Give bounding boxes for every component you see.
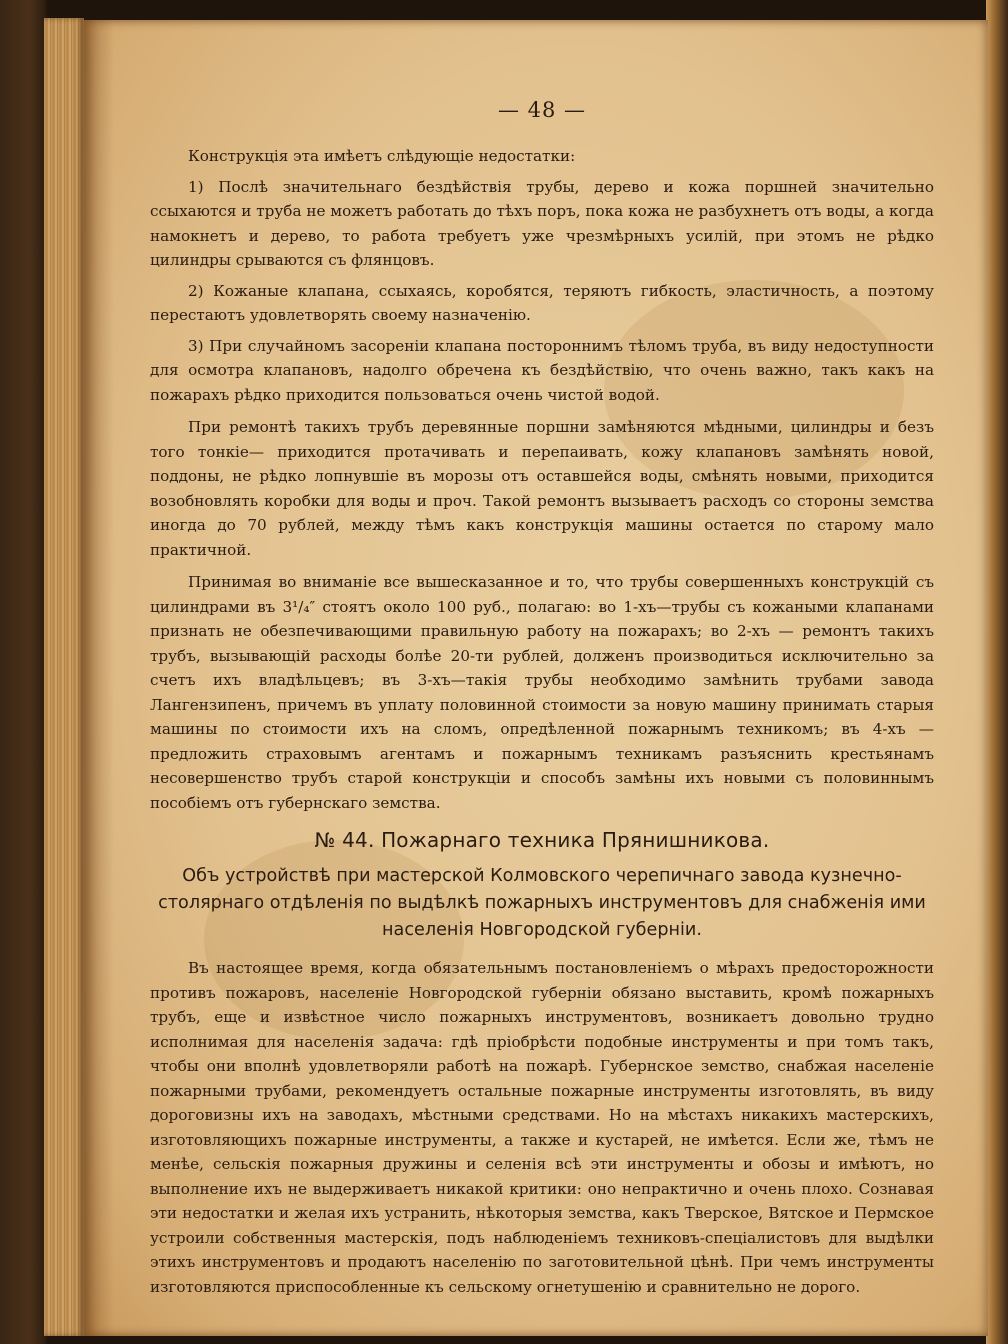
paragraph: 1) Послѣ значительнаго бездѣйствія трубы, дерево и кожа поршней значительно ссыхаются и труба не можетъ работать до тѣхъ поръ, пока кожа не разбухнетъ отъ воды, а когда намокнетъ и дерево, то работа требуетъ уже чрезмѣрныхъ усилій, при этомъ не рѣдко цилиндры срываются съ флянцовъ. xyxy=(150,177,934,269)
paragraph: 3) При случайномъ засореніи клапана постороннимъ тѣломъ труба, въ виду недоступности для осмотра клапановъ, надолго обречена къ бездѣйствію, что очень важно, такъ какъ на пожарахъ рѣдко приходится пользоваться очень чистой водой. xyxy=(150,336,934,404)
book-right-edge xyxy=(986,0,1008,1344)
paragraph: Конструкція эта имѣетъ слѣдующіе недостатки: xyxy=(188,147,576,165)
page-number: — 48 — xyxy=(497,98,587,122)
section-subheading: Объ устройствѣ при мастерской Колмовского черепичнаго завода кузнечно-столярнаго отдѣленія по выдѣлкѣ пожарныхъ инструментовъ для снабженія ими населенія Новгородской губерніи. xyxy=(158,866,926,940)
paragraph: Въ настоящее время, когда обязательнымъ постановленіемъ о мѣрахъ предосторожности противъ пожаровъ, населеніе Новгородской губерніи обязано выставить, кромѣ пожарныхъ трубъ, еще и извѣстное число пожарныхъ инструментовъ, возникаетъ довольно трудно исполнимая для населенія задача: гдѣ пріобрѣсти подобные инструменты и при томъ такъ, чтобы они вполнѣ удовлетворяли работѣ на пожарѣ. Губернское земство, снабжая населеніе пожарными трубами, рекомендуетъ остальные пожарные инструменты изготовлять, въ виду дороговизны ихъ на заводахъ, мѣстными средствами. Но на мѣстахъ никакихъ мастерскихъ, изготовляющихъ пожарные инструменты, а также и кустарей, не имѣется. Если же, тѣмъ не менѣе, сельскія пожарныя дружины и селенія всѣ эти инструменты и обозы и имѣютъ, но выполнение ихъ не выдерживаетъ никакой критики: оно непрактично и очень плохо. Сознавая эти недостатки и желая ихъ устранить, нѣкоторыя земства, какъ Тверское, Вятское и Пермское устроили собственныя мастерскія, подъ наблюденіемъ техниковъ-спеціалистовъ для выдѣлки этихъ инструментовъ и продаютъ населенію по заготовительной цѣнѣ. При чемъ инструменты изготовляются приспособленные къ сельскому огнетушенію и сравнительно не дорого. xyxy=(150,959,934,1296)
section-heading: № 44. Пожарнаго техника Прянишникова. xyxy=(314,828,770,852)
page-stack-edge xyxy=(44,18,84,1336)
page-text xyxy=(150,96,934,1307)
paragraph: 2) Кожаные клапана, ссыхаясь, коробятся, теряютъ гибкость, эластичность, а поэтому перестаютъ удовлетворять своему назначенію. xyxy=(150,281,934,324)
paragraph: Принимая во вниманіе все вышесказанное и то, что трубы совершенныхъ конструкцій съ цилиндрами въ 3¹/₄″ стоятъ около 100 руб., полагаю: во 1-хъ—трубы съ кожаными клапанами признать не обезпечивающими правильную работу на пожарахъ; во 2-хъ — ремонтъ такихъ трубъ, вызывающій расходы болѣе 20-ти рублей, долженъ производиться исключительно за счетъ ихъ владѣльцевъ; въ 3-хъ—такія трубы необходимо замѣнить трубами завода Лангензипенъ, причемъ въ уплату половинной стоимости за новую машину принимать старыя машины по стоимости ихъ на сломъ, опредѣленной пожарнымъ техникомъ; въ 4-хъ —предложить страховымъ агентамъ и пожарнымъ техникамъ разъяснить крестьянамъ несовершенство трубъ старой конструкціи и способъ замѣны ихъ новыми съ половиннымъ пособіемъ отъ губернскаго земства. xyxy=(150,573,934,812)
paragraph: При ремонтѣ такихъ трубъ деревянные поршни замѣняются мѣдными, цилиндры и безъ того тонкіе— приходится протачивать и перепаивать, кожу клапановъ замѣнять новой, поддоны, не рѣдко лопнувшіе въ морозы отъ оставшейся воды, смѣнять новыми, приходится возобновлять коробки для воды и проч. Такой ремонтъ вызываетъ расходъ со стороны земства иногда до 70 рублей, между тѣмъ какъ конструкція машины остается по старому мало практичной. xyxy=(150,418,934,559)
gutter-shadow xyxy=(84,20,114,1336)
